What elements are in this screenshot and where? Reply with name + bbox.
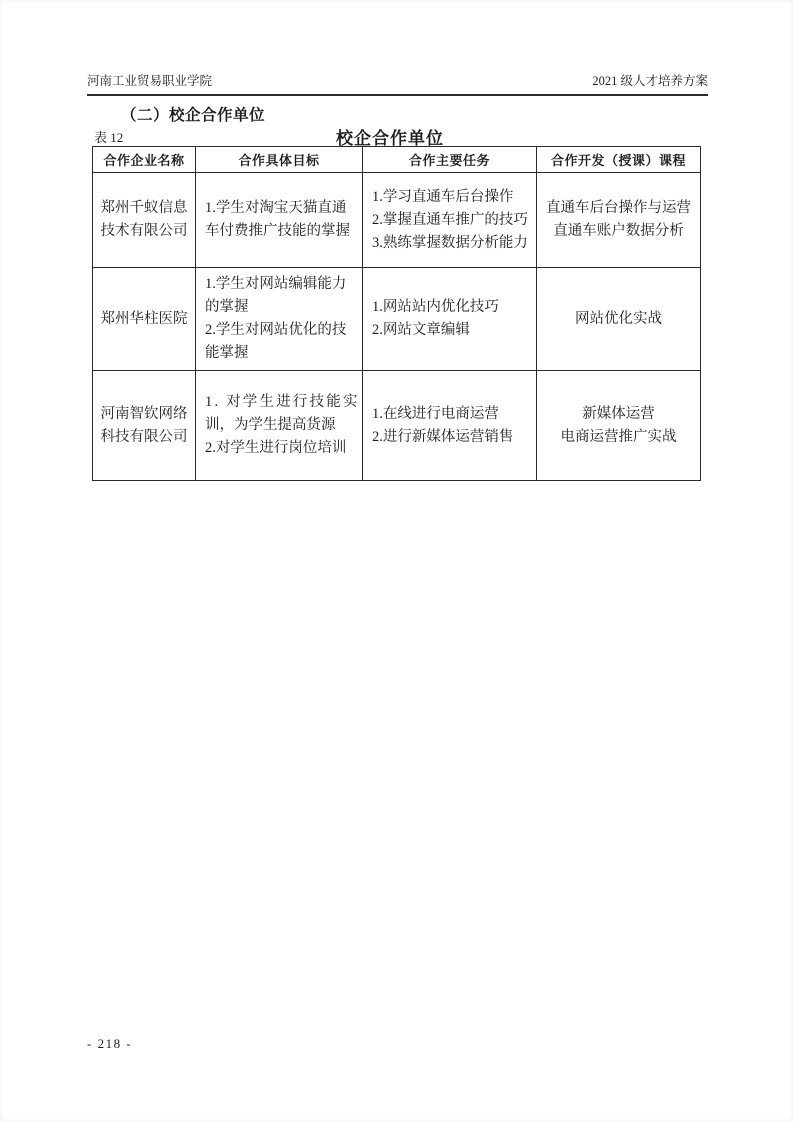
- header-program-name: 2021 级人才培养方案: [592, 74, 708, 88]
- cell-line: 直通车账户数据分析: [553, 223, 684, 239]
- cell-line: 1.在线进行电商运营: [372, 405, 499, 422]
- courses-cell: [537, 268, 701, 371]
- cell-line: 直通车后台操作与运营: [546, 200, 691, 216]
- cell-line: 电商运营推广实战: [560, 428, 677, 445]
- header-school-name: 河南工业贸易职业学院: [87, 74, 213, 88]
- cell-line: 1.学生对网站编辑能力: [205, 276, 347, 292]
- courses-cell: [537, 173, 701, 268]
- goals-cell: [196, 371, 363, 481]
- table-row: [93, 173, 701, 268]
- cell-line: 的掌握: [205, 299, 249, 315]
- cell-line: 1.学习直通车后台操作: [372, 188, 514, 205]
- column-header-courses: 合作开发（授课）课程: [537, 147, 701, 173]
- column-header-company: 合作企业名称: [93, 147, 196, 173]
- goals-cell: [196, 173, 363, 268]
- tasks-cell: [363, 173, 537, 268]
- cell-line: 科技有限公司: [100, 428, 188, 445]
- cell-line: 1.网站站内优化技巧: [372, 299, 499, 315]
- cell-line: 车付费推广技能的掌握: [205, 223, 350, 239]
- company-cell: [93, 268, 196, 371]
- cell-line: 2.学生对网站优化的技: [205, 322, 347, 338]
- table-caption: 校企合作单位: [336, 129, 444, 148]
- table-header-row: [93, 147, 701, 173]
- tasks-cell: [363, 371, 537, 481]
- cell-line: 训，为学生提高货源: [205, 417, 336, 433]
- cell-line: 2.网站文章编辑: [372, 322, 470, 338]
- running-head: [87, 71, 708, 96]
- section-heading: （二）校企合作单位: [121, 107, 266, 124]
- cell-line: 新媒体运营: [582, 405, 655, 422]
- cell-line: 2.进行新媒体运营销售: [372, 428, 514, 445]
- cell-line: 郑州华柱医院: [100, 310, 188, 327]
- table-caption-row: [80, 124, 700, 148]
- cell-line: 3.熟练掌握数据分析能力: [372, 234, 528, 251]
- cell-line: 河南智钦网络: [100, 405, 188, 422]
- cell-line: 1. 对学生进行技能实: [205, 394, 360, 410]
- table-number-label: 表 12: [94, 130, 124, 145]
- cell-line: 郑州千蚁信息: [100, 200, 188, 216]
- column-header-tasks: 合作主要任务: [363, 147, 537, 173]
- cell-line: 技术有限公司: [100, 223, 188, 239]
- table-row: [93, 371, 701, 481]
- cell-line: 2.对学生进行岗位培训: [205, 440, 347, 456]
- cell-line: 2.掌握直通车推广的技巧: [372, 211, 528, 228]
- table-row: [93, 268, 701, 371]
- cell-line: 1.学生对淘宝天猫直通: [205, 200, 347, 216]
- page-number: - 218 -: [87, 1036, 133, 1051]
- company-cell: [93, 371, 196, 481]
- tasks-cell: [363, 268, 537, 371]
- cell-line: 能掌握: [205, 345, 249, 361]
- courses-cell: [537, 371, 701, 481]
- company-cell: [93, 173, 196, 268]
- cell-line: 网站优化实战: [575, 310, 662, 327]
- cooperation-table: [92, 146, 701, 481]
- column-header-goals: 合作具体目标: [196, 147, 363, 173]
- goals-cell: [196, 268, 363, 371]
